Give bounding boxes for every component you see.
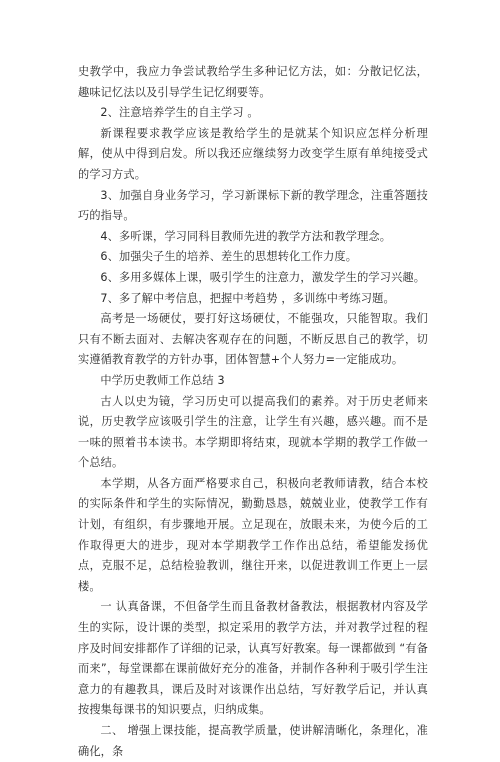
paragraph-item-4: 4、多听课，学习同科目教师先进的教学方法和教学理念。 [100,229,392,243]
paragraph-item-6a: 6、加强尖子生的培养、差生的思想转化工作力度。 [100,250,358,264]
paragraph-new-curriculum: 新课程要求教学应该是教给学生的是就某个知识应怎样分析理解，使从中得到启发。所以我还应继续努力改变学生原有单纯接受式的学习方式。 [78,126,428,181]
paragraph-intro: 古人以史为镜，学习历史可以提高我们的素养。对于历史老师来说，历史教学应该吸引学生的注意，让学生有兴趣，感兴趣。而不是一味的照着书本读书。本学期即将结束，现就本学期的教学工作做一个总结。 [78,394,428,470]
section-heading: 中学历史教师工作总结 3 [100,373,225,387]
paragraph-item-7: 7、多了解中考信息，把握中考趋势 ，多训练中考练习题。 [100,291,395,305]
paragraph-continuation: 史教学中，我应力争尝试教给学生多种记忆方法，如：分散记忆法，趣味记忆法以及引导学生记忆纲要等。 [78,65,428,99]
paragraph-item-2: 2、注意培养学生的自主学习 。 [100,106,259,120]
paragraph-semester: 本学期，从各方面严格要求自己，积极向老教师请教，结合本校的实际条件和学生的实际情况，勤勤恳恳，兢兢业业，使教学工作有计划，有组织，有步骤地开展。立足现在，放眼未来，为使今后的工作取得更大的进步，现对本学期教学工作作出总结，希望能发扬优点，克服不足，总结检验教训，继往开来，以促进教训工作更上一层楼。 [78,476,428,593]
document-body [78,62,428,762]
paragraph-section-one: 一 认真备课，不但备学生而且备教材备教法，根据教材内容及学生的实际，设计课的类型，拟定采用的教学方法，并对教学过程的程序及时间安排都作了详细的记录，认真写好教案。每一课都做到 “有备而来”，每堂课都在课前做好充分的准备，并制作各种利于吸引学生注意力的有趣教具，课后及时对该课作出总结，写好教学后记，并认真按搜集每课书的知识要点，归纳成集。 [78,600,428,717]
paragraph-gaokao: 高考是一场硬仗，要打好这场硬仗，不能强攻，只能智取。我们只有不断去面对、去解决客观存在的问题，不断反思自己的教学，切实遵循教育教学的方针办事，团体智慧+个人努力=一定能成功。 [78,312,428,367]
paragraph-item-3: 3、加强自身业务学习，学习新课标下新的教学理念，注重答题技巧的指导。 [78,188,428,223]
paragraph-section-two: 二、 增强上课技能，提高教学质量，使讲解清晰化，条理化，准确化，条 [78,724,428,758]
paragraph-item-6b: 6、多用多媒体上课，吸引学生的注意力，激发学生的学习兴趣。 [100,270,426,284]
